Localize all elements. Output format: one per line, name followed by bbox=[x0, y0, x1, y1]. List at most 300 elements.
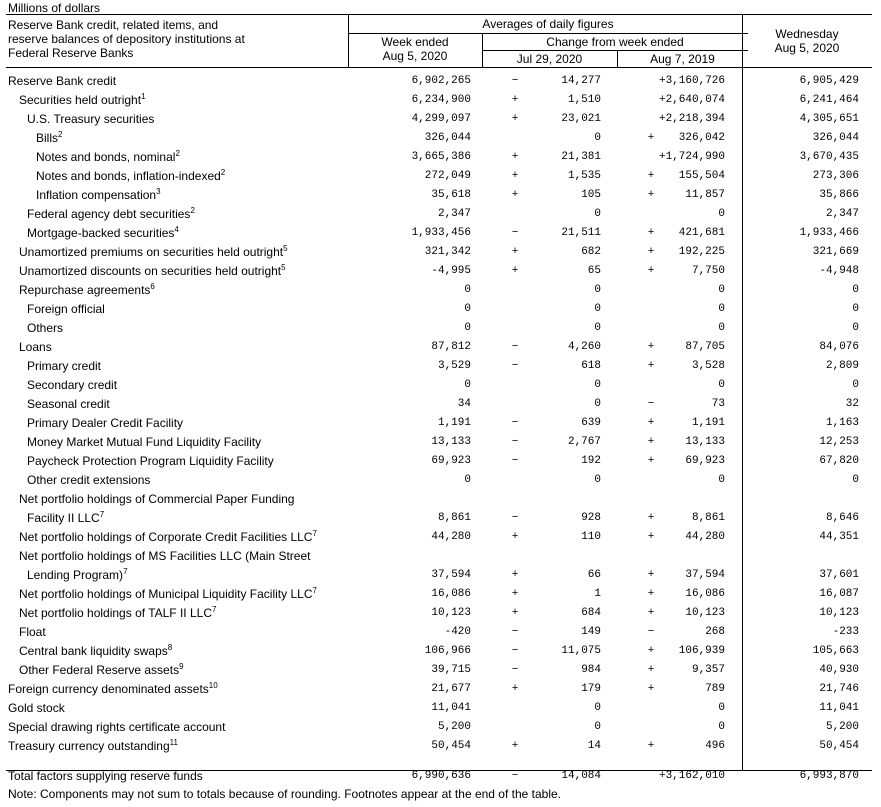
table-row bbox=[6, 110, 872, 129]
change-1-value: 110 bbox=[581, 531, 601, 543]
week-value: 1,933,456 bbox=[411, 227, 471, 239]
change-2-value: 16,086 bbox=[685, 588, 725, 600]
change-2-sign: + bbox=[647, 265, 655, 277]
row-label-text: Central bank liquidity swaps bbox=[19, 644, 168, 658]
table-row bbox=[6, 490, 872, 509]
table-row bbox=[6, 129, 872, 148]
table-row bbox=[6, 585, 872, 604]
change-1-value: 65 bbox=[587, 265, 601, 277]
week-value: 0 bbox=[464, 322, 471, 334]
row-label bbox=[27, 205, 195, 224]
row-label bbox=[19, 243, 288, 262]
change-2-value: +2,218,394 bbox=[658, 113, 725, 125]
week-value: 326,044 bbox=[424, 132, 471, 144]
change-1-value: 1,510 bbox=[567, 94, 601, 106]
row-label-text: Other Federal Reserve assets bbox=[19, 663, 180, 677]
change-2-value: 192,225 bbox=[678, 246, 725, 258]
total-row bbox=[6, 767, 872, 786]
row-label-text: Primary Dealer Credit Facility bbox=[27, 416, 184, 430]
table-row bbox=[6, 72, 872, 91]
row-label bbox=[27, 509, 104, 528]
week-value: 0 bbox=[464, 284, 471, 296]
stub-header bbox=[8, 18, 245, 60]
row-label-text: Primary credit bbox=[27, 359, 102, 373]
change-2-value: 421,681 bbox=[678, 227, 725, 239]
table-row bbox=[6, 224, 872, 243]
wednesday-value: 16,087 bbox=[819, 588, 859, 600]
change-1-value: 0 bbox=[594, 702, 601, 714]
row-label bbox=[19, 585, 317, 604]
wednesday-value: 21,746 bbox=[819, 683, 859, 695]
row-label-text: Net portfolio holdings of Corporate Credit Facilities LLC bbox=[19, 530, 313, 544]
row-label bbox=[27, 452, 274, 471]
week-value: 39,715 bbox=[431, 664, 471, 676]
week-ended-line: Aug 5, 2020 bbox=[382, 49, 448, 63]
change-2-sign: + bbox=[647, 569, 655, 581]
change-1-sign: + bbox=[511, 740, 519, 752]
week-value: 272,049 bbox=[424, 170, 471, 182]
change-1-sign: + bbox=[511, 170, 519, 182]
change-2-value: 69,923 bbox=[685, 455, 725, 467]
change-2-value: 0 bbox=[718, 322, 725, 334]
change-1-value: 0 bbox=[594, 474, 601, 486]
footnote-marker: 1 bbox=[141, 92, 146, 101]
table-row bbox=[6, 452, 872, 471]
row-label bbox=[8, 699, 65, 718]
change-2-sign: + bbox=[647, 607, 655, 619]
row-label bbox=[27, 110, 154, 129]
change-2-value: 0 bbox=[718, 303, 725, 315]
change-2-sign: + bbox=[647, 132, 655, 144]
footnote-marker: 6 bbox=[150, 282, 155, 291]
row-label bbox=[27, 319, 63, 338]
footnote-marker: 7 bbox=[123, 567, 128, 576]
wednesday-value: 50,454 bbox=[819, 740, 859, 752]
table-row bbox=[6, 167, 872, 186]
row-label-text: Gold stock bbox=[8, 701, 65, 715]
total-change-2: +3,162,010 bbox=[658, 770, 725, 782]
wednesday-value: 0 bbox=[852, 379, 859, 391]
change-2-value: 0 bbox=[718, 474, 725, 486]
week-value: 50,454 bbox=[431, 740, 471, 752]
change-1-value: 0 bbox=[594, 303, 601, 315]
week-value: 69,923 bbox=[431, 455, 471, 467]
change-2-sign: + bbox=[647, 170, 655, 182]
change-from-header: Change from week ended bbox=[546, 35, 684, 49]
wednesday-value: 2,347 bbox=[825, 208, 859, 220]
week-value: 0 bbox=[464, 303, 471, 315]
row-label-text: Facility II LLC bbox=[27, 511, 100, 525]
change-2-value: 0 bbox=[718, 721, 725, 733]
week-value: 106,966 bbox=[424, 645, 471, 657]
table-row bbox=[6, 395, 872, 414]
change-1-value: 0 bbox=[594, 379, 601, 391]
table-row bbox=[6, 91, 872, 110]
change-1-sign: − bbox=[511, 645, 519, 657]
week-value: 87,812 bbox=[431, 341, 471, 353]
change-2-value: 10,123 bbox=[685, 607, 725, 619]
change-1-value: 179 bbox=[581, 683, 601, 695]
table-row bbox=[6, 357, 872, 376]
change-2-sign: + bbox=[647, 531, 655, 543]
row-label bbox=[8, 737, 178, 756]
wednesday-value: 0 bbox=[852, 284, 859, 296]
wednesday-value: 32 bbox=[845, 398, 859, 410]
change-1-value: 0 bbox=[594, 721, 601, 733]
footnote-marker: 5 bbox=[283, 244, 288, 253]
row-label bbox=[27, 566, 128, 585]
week-value: 13,133 bbox=[431, 436, 471, 448]
table-row bbox=[6, 414, 872, 433]
change-1-sign: − bbox=[511, 664, 519, 676]
footnote-marker: 2 bbox=[175, 149, 180, 158]
row-label-text: Float bbox=[19, 625, 46, 639]
wednesday-value: 8,646 bbox=[825, 512, 859, 524]
change-1-value: 105 bbox=[581, 189, 601, 201]
row-label bbox=[19, 281, 155, 300]
row-label bbox=[19, 623, 46, 642]
change-2-value: 7,750 bbox=[691, 265, 725, 277]
change-1-sign: + bbox=[511, 265, 519, 277]
row-label-text: Lending Program) bbox=[27, 568, 124, 582]
wednesday-value: 37,601 bbox=[819, 569, 859, 581]
footnote-marker: 8 bbox=[167, 643, 173, 652]
wednesday-value: 5,200 bbox=[825, 721, 859, 733]
footnote-marker: 7 bbox=[312, 586, 317, 595]
change-2-value: 44,280 bbox=[685, 531, 725, 543]
change-2-sign: − bbox=[647, 626, 655, 638]
change-1-sign: + bbox=[511, 569, 519, 581]
week-value: 6,234,900 bbox=[411, 94, 471, 106]
wednesday-value: 40,930 bbox=[819, 664, 859, 676]
row-label bbox=[19, 642, 172, 661]
row-label bbox=[36, 167, 225, 186]
row-label-text: Bills bbox=[36, 131, 59, 145]
change-2-sign: + bbox=[647, 189, 655, 201]
row-label bbox=[36, 186, 161, 205]
change-1-value: 0 bbox=[594, 132, 601, 144]
table-row bbox=[6, 642, 872, 661]
change-1-value: 21,381 bbox=[561, 151, 601, 163]
stub-header-line: Federal Reserve Banks bbox=[8, 46, 134, 60]
change-1-value: 23,021 bbox=[561, 113, 601, 125]
row-label-text: U.S. Treasury securities bbox=[27, 112, 155, 126]
row-label bbox=[8, 72, 116, 91]
units-caption: Millions of dollars bbox=[8, 1, 101, 15]
change-1-sign: − bbox=[511, 417, 519, 429]
change-2-value: 11,857 bbox=[685, 189, 725, 201]
wednesday-value: 273,306 bbox=[812, 170, 859, 182]
row-label bbox=[27, 357, 101, 376]
row-label bbox=[19, 338, 52, 357]
table-row bbox=[6, 243, 872, 262]
total-wed: 6,993,870 bbox=[799, 770, 859, 782]
table-note: Note: Components may not sum to totals because of rounding. Footnotes appear at the end of the table. bbox=[8, 787, 562, 801]
row-label-text: Notes and bonds, inflation-indexed bbox=[36, 169, 221, 183]
wednesday-value: 12,253 bbox=[819, 436, 859, 448]
change-2-sign: + bbox=[647, 512, 655, 524]
change-1-value: 14 bbox=[587, 740, 601, 752]
wednesday-value: 67,820 bbox=[819, 455, 859, 467]
table-row bbox=[6, 433, 872, 452]
row-label-text: Unamortized premiums on securities held outright bbox=[19, 245, 284, 259]
change-1-value: 682 bbox=[581, 246, 601, 258]
change-2-value: 9,357 bbox=[691, 664, 725, 676]
row-label-text: Net portfolio holdings of MS Facilities LLC (Main Street bbox=[19, 549, 311, 563]
change-2-value: 8,861 bbox=[691, 512, 725, 524]
change-2-sign: + bbox=[647, 645, 655, 657]
week-value: 10,123 bbox=[431, 607, 471, 619]
total-sign-1: − bbox=[511, 770, 519, 782]
week-value: 21,677 bbox=[431, 683, 471, 695]
change-1-sign: + bbox=[511, 246, 519, 258]
change-2-value: 0 bbox=[718, 379, 725, 391]
week-value: 0 bbox=[464, 474, 471, 486]
row-label-text: Net portfolio holdings of Commercial Paper Funding bbox=[19, 492, 295, 506]
row-label bbox=[27, 300, 105, 319]
wednesday-value: 6,241,464 bbox=[799, 94, 859, 106]
row-label-text: Foreign currency denominated assets bbox=[8, 682, 209, 696]
change-2-value: +3,160,726 bbox=[658, 75, 725, 87]
table-row bbox=[6, 262, 872, 281]
change-1-value: 0 bbox=[594, 322, 601, 334]
wednesday-value: 4,305,651 bbox=[799, 113, 859, 125]
change-2-value: 0 bbox=[718, 284, 725, 296]
row-label-text: Repurchase agreements bbox=[19, 283, 151, 297]
table-row bbox=[6, 509, 872, 528]
row-label bbox=[27, 395, 110, 414]
row-label bbox=[36, 148, 180, 167]
wednesday-value: 1,163 bbox=[825, 417, 859, 429]
change-1-value: 149 bbox=[581, 626, 601, 638]
wednesday-value: 2,809 bbox=[825, 360, 859, 372]
footnote-marker: 9 bbox=[179, 662, 184, 671]
change-1-sign: + bbox=[511, 151, 519, 163]
week-value: 34 bbox=[457, 398, 471, 410]
change-2-value: 0 bbox=[718, 702, 725, 714]
change-1-sign: + bbox=[511, 588, 519, 600]
footnote-marker: 3 bbox=[156, 187, 161, 196]
change-1-value: 4,260 bbox=[567, 341, 601, 353]
change-1-sign: + bbox=[511, 683, 519, 695]
row-label bbox=[19, 262, 286, 281]
footnote-marker: 2 bbox=[190, 206, 195, 215]
change-1-sign: − bbox=[511, 626, 519, 638]
table-row bbox=[6, 680, 872, 699]
change-1-value: 21,511 bbox=[561, 227, 601, 239]
change-1-value: 0 bbox=[594, 284, 601, 296]
row-label-text: Federal agency debt securities bbox=[27, 207, 191, 221]
aug-7-header: Aug 7, 2019 bbox=[650, 52, 715, 66]
table-row bbox=[6, 281, 872, 300]
row-label-text: Unamortized discounts on securities held outright bbox=[19, 264, 282, 278]
week-value: 11,041 bbox=[431, 702, 471, 714]
table-row bbox=[6, 737, 872, 756]
row-label-text: Net portfolio holdings of Municipal Liquidity Facility LLC bbox=[19, 587, 313, 601]
row-label-text: Foreign official bbox=[27, 302, 105, 316]
table-row bbox=[6, 718, 872, 737]
week-value: 3,529 bbox=[437, 360, 471, 372]
wednesday-value: 1,933,466 bbox=[799, 227, 859, 239]
averages-header: Averages of daily figures bbox=[482, 17, 614, 31]
change-2-sign: + bbox=[647, 740, 655, 752]
wednesday-value: -4,948 bbox=[819, 265, 859, 277]
week-ended-line: Week ended bbox=[381, 35, 449, 49]
change-2-value: 73 bbox=[711, 398, 725, 410]
change-1-value: 0 bbox=[594, 208, 601, 220]
wednesday-value: 3,670,435 bbox=[799, 151, 859, 163]
footnote-marker: 7 bbox=[99, 510, 105, 519]
footnote-marker: 7 bbox=[312, 529, 317, 538]
footnote-marker: 4 bbox=[174, 225, 179, 234]
total-week: 6,990,636 bbox=[411, 770, 471, 782]
table-row bbox=[6, 300, 872, 319]
week-value: 4,299,097 bbox=[411, 113, 471, 125]
change-2-sign: + bbox=[647, 588, 655, 600]
wednesday-value: 321,669 bbox=[812, 246, 859, 258]
row-label bbox=[27, 471, 150, 490]
week-value: 16,086 bbox=[431, 588, 471, 600]
table-row bbox=[6, 623, 872, 642]
change-1-sign: − bbox=[511, 227, 519, 239]
change-1-value: 618 bbox=[581, 360, 601, 372]
week-value: 35,618 bbox=[431, 189, 471, 201]
week-ended-header bbox=[348, 35, 482, 63]
change-1-sign: − bbox=[511, 360, 519, 372]
row-label bbox=[27, 414, 183, 433]
row-label bbox=[19, 528, 317, 547]
table-row bbox=[6, 604, 872, 623]
change-1-sign: − bbox=[511, 512, 519, 524]
change-1-value: 14,277 bbox=[561, 75, 601, 87]
row-label bbox=[27, 376, 117, 395]
row-label bbox=[19, 547, 310, 566]
row-label bbox=[19, 490, 294, 509]
change-2-value: 326,042 bbox=[678, 132, 725, 144]
wednesday-line: Wednesday bbox=[775, 27, 839, 41]
wednesday-value: 44,351 bbox=[819, 531, 859, 543]
change-1-value: 66 bbox=[587, 569, 601, 581]
row-label bbox=[19, 661, 184, 680]
change-1-value: 1 bbox=[594, 588, 601, 600]
table-row bbox=[6, 699, 872, 718]
table-row bbox=[6, 148, 872, 167]
change-2-value: 155,504 bbox=[678, 170, 725, 182]
week-value: 321,342 bbox=[424, 246, 471, 258]
stub-header-line: reserve balances of depository institutions at bbox=[8, 32, 245, 46]
change-2-value: +2,640,074 bbox=[658, 94, 725, 106]
row-label-text: Special drawing rights certificate account bbox=[8, 720, 226, 734]
table-row bbox=[6, 186, 872, 205]
table-row bbox=[6, 547, 872, 566]
change-2-sign: − bbox=[647, 398, 655, 410]
row-label-text: Securities held outright bbox=[19, 93, 142, 107]
total-change-1: 14,084 bbox=[561, 770, 601, 782]
row-label bbox=[27, 433, 261, 452]
change-2-value: 0 bbox=[718, 208, 725, 220]
row-label bbox=[8, 680, 218, 699]
change-1-sign: + bbox=[511, 607, 519, 619]
row-label-text: Money Market Mutual Fund Liquidity Facility bbox=[27, 435, 262, 449]
change-2-value: 1,191 bbox=[691, 417, 725, 429]
row-label-text: Secondary credit bbox=[27, 378, 118, 392]
change-1-value: 984 bbox=[581, 664, 601, 676]
wednesday-line: Aug 5, 2020 bbox=[774, 41, 840, 55]
table-row bbox=[6, 566, 872, 585]
change-2-value: 496 bbox=[705, 740, 725, 752]
change-2-sign: + bbox=[647, 664, 655, 676]
footnote-marker: 2 bbox=[58, 130, 63, 139]
change-1-sign: − bbox=[511, 341, 519, 353]
wednesday-value: 84,076 bbox=[819, 341, 859, 353]
wednesday-value: 0 bbox=[852, 474, 859, 486]
footnote-marker: 11 bbox=[169, 738, 178, 747]
change-2-value: 87,705 bbox=[685, 341, 725, 353]
change-1-value: 0 bbox=[594, 398, 601, 410]
change-1-sign: − bbox=[511, 455, 519, 467]
change-2-sign: + bbox=[647, 417, 655, 429]
change-2-value: 106,939 bbox=[678, 645, 725, 657]
week-value: 44,280 bbox=[431, 531, 471, 543]
change-1-sign: + bbox=[511, 113, 519, 125]
week-value: 8,861 bbox=[437, 512, 471, 524]
wednesday-value: 0 bbox=[852, 322, 859, 334]
row-label bbox=[36, 129, 62, 148]
change-1-value: 928 bbox=[581, 512, 601, 524]
row-label-text: Mortgage-backed securities bbox=[27, 226, 175, 240]
wednesday-value: -233 bbox=[832, 626, 859, 638]
change-2-value: 789 bbox=[705, 683, 725, 695]
wednesday-value: 35,866 bbox=[819, 189, 859, 201]
row-label bbox=[27, 224, 179, 243]
row-label bbox=[19, 91, 146, 110]
week-value: -420 bbox=[444, 626, 471, 638]
row-label-text: Notes and bonds, nominal bbox=[36, 150, 176, 164]
change-1-value: 11,075 bbox=[561, 645, 601, 657]
stub-header-line: Reserve Bank credit, related items, and bbox=[8, 18, 219, 32]
row-label bbox=[19, 604, 216, 623]
table-row bbox=[6, 661, 872, 680]
table-row bbox=[6, 338, 872, 357]
row-label bbox=[8, 718, 225, 737]
wednesday-header bbox=[742, 27, 872, 55]
change-1-value: 2,767 bbox=[567, 436, 601, 448]
change-2-sign: + bbox=[647, 455, 655, 467]
wednesday-value: 11,041 bbox=[819, 702, 859, 714]
footnote-marker: 7 bbox=[212, 605, 217, 614]
change-2-value: 3,528 bbox=[691, 360, 725, 372]
change-1-sign: − bbox=[511, 436, 519, 448]
change-2-sign: + bbox=[647, 341, 655, 353]
change-2-value: 37,594 bbox=[685, 569, 725, 581]
week-value: 6,902,265 bbox=[411, 75, 471, 87]
week-value: 3,665,386 bbox=[411, 151, 471, 163]
row-label-text: Net portfolio holdings of TALF II LLC bbox=[19, 606, 212, 620]
change-2-sign: + bbox=[647, 436, 655, 448]
wednesday-value: 6,905,429 bbox=[799, 75, 859, 87]
footnote-marker: 2 bbox=[220, 168, 226, 177]
wednesday-value: 0 bbox=[852, 303, 859, 315]
table-row bbox=[6, 319, 872, 338]
change-1-sign: − bbox=[511, 75, 519, 87]
table-row bbox=[6, 376, 872, 395]
jul-29-header: Jul 29, 2020 bbox=[516, 52, 583, 66]
change-1-value: 192 bbox=[581, 455, 601, 467]
change-2-value: 13,133 bbox=[685, 436, 725, 448]
change-1-sign: + bbox=[511, 94, 519, 106]
wednesday-value: 10,123 bbox=[819, 607, 859, 619]
row-label-text: Inflation compensation bbox=[36, 188, 157, 202]
